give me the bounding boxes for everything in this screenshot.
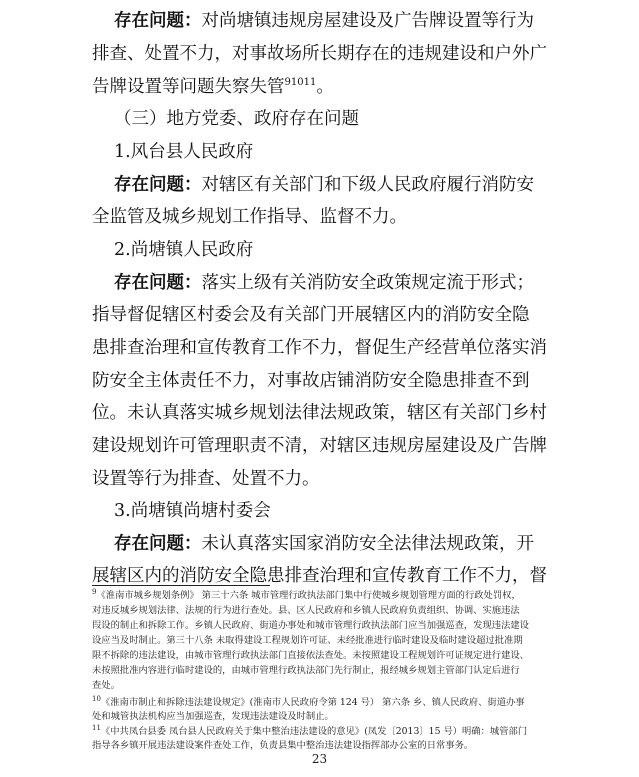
paragraph-line: 展辖区内的消防安全隐患排查治理和宣传教育工作不力，督 xyxy=(92,566,547,586)
paragraph-text: 告牌设置等问题失察失管 xyxy=(92,77,285,97)
issue-label: 存在问题： xyxy=(114,534,202,554)
paragraph-text: 对尚塘镇违规房屋建设及广告牌设置等行为 xyxy=(201,11,534,31)
footnote-text: 《淮南市制止和拆除违法建设规定》(淮南市人民政府令第 124 号） 第六条 乡、镇人民政府、街道办事 xyxy=(100,697,525,708)
paragraph-text: 未认真落实国家消防安全法律法规政策，开 xyxy=(201,534,534,554)
footnote-number: 10 xyxy=(92,694,101,703)
footnote-line: 查处。 xyxy=(92,680,120,691)
paragraph-line: 设置等行为排查、处置不力。 xyxy=(92,469,320,489)
page-number: 23 xyxy=(311,752,328,766)
footnote-line: 对违反城乡规划法律、法规的行为进行查处。县、区人民政府和乡镇人民政府负责组织、协调、实施违法 xyxy=(92,605,520,616)
paragraph-line: 全监管及城乡规划工作指导、监督不力。 xyxy=(92,207,407,227)
paragraph-line xyxy=(114,272,534,294)
footnote-9 xyxy=(92,587,521,602)
subsection-heading: 3.尚塘镇尚塘村委会 xyxy=(114,501,271,521)
footnote-line: 叚设的制止和拆除工作。乡镇人民政府、街道办事处和城市管理行政执法部门应当加强巡查，发现违法建设 xyxy=(92,620,529,631)
footnote-10 xyxy=(92,694,525,709)
paragraph-line: 指导督促辖区村委会及有关部门开展辖区内的消防安全隐 xyxy=(92,305,530,325)
footnote-line: 设应当及时制止。第三十八条 未取得建设工程规划许可证、未经批准进行临时建设及临时建设超过批准期 xyxy=(92,635,523,646)
footnote-11 xyxy=(92,723,528,738)
issue-label: 存在问题： xyxy=(114,11,202,31)
issue-label: 存在问题： xyxy=(114,175,202,195)
footnote-line: 限不拆除的违法建设，由城市管理行政执法部门直接依法查处。未按照建设工程规划许可证规定进行建设、 xyxy=(92,650,529,661)
section-heading: （三）地方党委、政府存在问题 xyxy=(114,109,359,129)
paragraph-line: 患排查治理和宣传教育工作不力，督促生产经营单位落实消 xyxy=(92,338,547,358)
paragraph-line: 建设规划许可管理职责不清，对辖区违规房屋建设及广告牌 xyxy=(92,436,547,456)
paragraph-line xyxy=(114,533,534,555)
footnote-line: 未按照批准内容进行临时建设的，由城市管理行政执法部门先行制止，报经城乡规划主管部门认定后进行 xyxy=(92,665,520,676)
paragraph-text: 。 xyxy=(316,77,334,97)
paragraph-line: 防安全主体责任不力，对事故店铺消防安全隐患排查不到 xyxy=(92,371,530,391)
footnote-divider xyxy=(92,585,270,586)
footnote-ref: 91011 xyxy=(284,77,317,89)
paragraph-line: 位。未认真落实城乡规划法律法规政策，辖区有关部门乡村 xyxy=(92,403,547,423)
paragraph-line xyxy=(114,174,534,196)
footnote-text: 《淮南市城乡规划条例》 第三十六条 城市管理行政执法部门集中行使城乡规划管理方面的行政处罚权， xyxy=(96,590,521,601)
footnote-line: 处和城管执法机构应当加强巡查，发现违法建设及时制止。 xyxy=(92,711,334,722)
footnote-line: 指导各乡镇开展违法建设案件查处工作，负责县集中整治违法建设指挥部办公室的日常事务。 xyxy=(92,740,474,751)
paragraph-line: 排查、处置不力，对事故场所长期存在的违规建设和户外广 xyxy=(92,44,547,64)
paragraph-line xyxy=(114,10,534,32)
issue-label: 存在问题： xyxy=(114,273,202,293)
footnote-number: 9 xyxy=(92,587,97,596)
paragraph-text: 对辖区有关部门和下级人民政府履行消防安 xyxy=(201,175,534,195)
footnote-number: 11 xyxy=(92,723,101,732)
subsection-heading: 1.风台县人民政府 xyxy=(114,142,254,162)
paragraph-text: 落实上级有关消防安全政策规定流于形式； xyxy=(201,273,534,293)
subsection-heading: 2.尚塘镇人民政府 xyxy=(114,240,254,260)
footnote-text: 《中共凤台县委 凤台县人民政府关于集中整治违法建设的意见》(凤发〔2013〕15 号）明确：城管部门 xyxy=(100,726,528,737)
paragraph-line xyxy=(92,76,334,98)
